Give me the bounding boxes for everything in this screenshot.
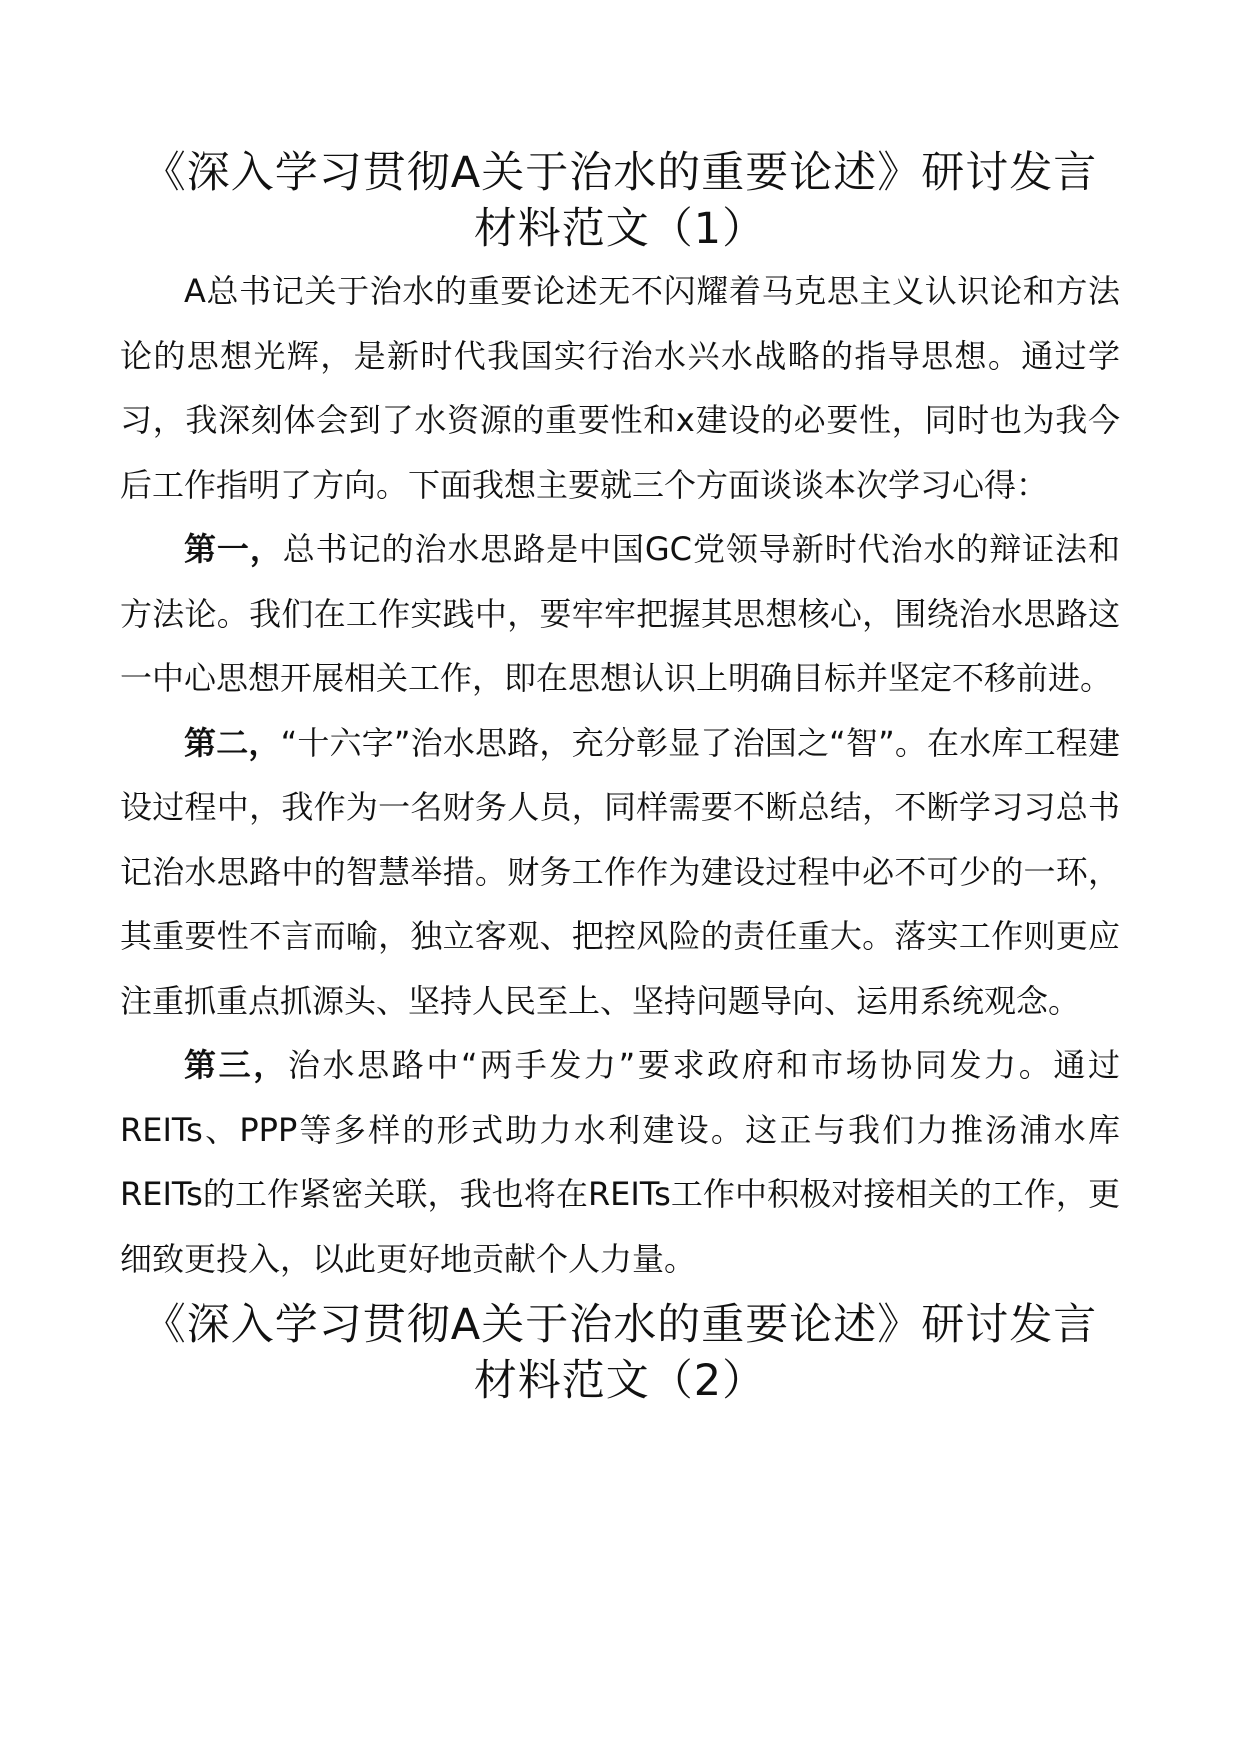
article-title-1-line-1: 《深入学习贯彻A关于治水的重要论述》研讨发言 (142, 148, 1098, 198)
article-title-2-line-1: 《深入学习贯彻A关于治水的重要论述》研讨发言 (142, 1300, 1098, 1350)
point-paragraph-3 (120, 1033, 1120, 1291)
point-lead-3: 第三， (184, 1046, 288, 1084)
point-text-3: 治水思路中“两手发力”要求政府和市场协同发力。通过REITs、PPP等多样的形式助力水利建设。这正与我们力推汤浦水库REITs的工作紧密关联，我也将在REITs工作中积极对接相关的工作，更细致更投入，以此更好地贡献个人力量。 (120, 1046, 1120, 1278)
point-text-2: “十六字”治水思路，充分彰显了治国之“智”。在水库工程建设过程中，我作为一名财务人员，同样需要不断总结，不断学习习总书记治水思路中的智慧举措。财务工作作为建设过程中必不可少的一环，其重要性不言而喻，独立客观、把控风险的责任重大。落实工作则更应注重抓重点抓源头、坚持人民至上、坚持问题导向、运用系统观念。 (120, 723, 1120, 1020)
point-paragraph-2 (120, 711, 1120, 1034)
point-lead-1: 第一， (184, 530, 283, 568)
point-text-1: 总书记的治水思路是中国GC党领导新时代治水的辩证法和方法论。我们在工作实践中，要牢牢把握其思想核心，围绕治水思路这一中心思想开展相关工作，即在思想认识上明确目标并坚定不移前进。 (120, 530, 1120, 697)
article-section-1 (120, 145, 1120, 1291)
article-title-2 (120, 1297, 1120, 1409)
article-title-1-line-2: 材料范文（1） (473, 204, 767, 254)
point-lead-2: 第二， (184, 723, 281, 762)
article-section-2 (120, 1297, 1120, 1409)
point-paragraph-1 (120, 517, 1120, 711)
article-title-1 (120, 145, 1120, 257)
article-title-2-line-2: 材料范文（2） (473, 1356, 767, 1406)
intro-paragraph: A总书记关于治水的重要论述无不闪耀着马克思主义认识论和方法论的思想光辉，是新时代我国实行治水兴水战略的指导思想。通过学习，我深刻体会到了水资源的重要性和x建设的必要性，同时也为我今后工作指明了方向。下面我想主要就三个方面谈谈本次学习心得： (120, 272, 1120, 504)
